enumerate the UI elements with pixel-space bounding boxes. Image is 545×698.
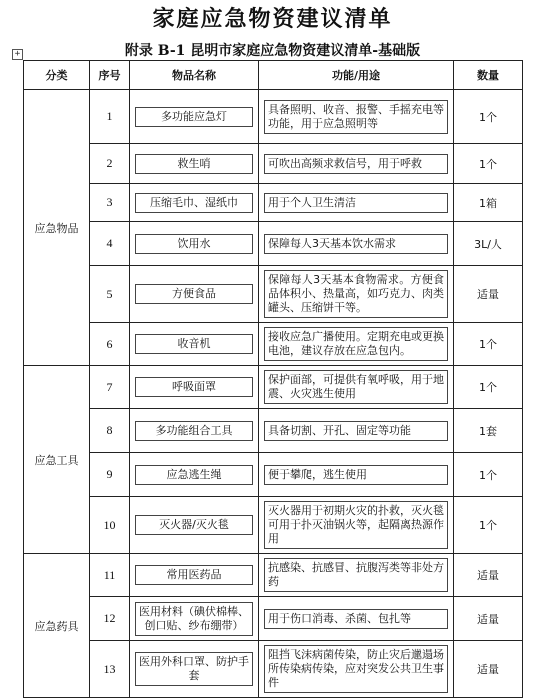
item-name-cell	[130, 144, 259, 184]
item-function: 抗感染、抗感冒、抗腹泻类等非处方药	[264, 558, 448, 592]
item-name-cell	[130, 554, 259, 597]
function-cell	[259, 90, 454, 144]
row-number: 4	[90, 222, 130, 266]
item-name-cell	[130, 597, 259, 641]
item-function: 保障每人3天基本食物需求。方便食品体积小、热量高，如巧克力、肉类罐头、压缩饼干等。	[264, 270, 448, 318]
item-function: 保障每人3天基本饮水需求	[264, 234, 448, 254]
item-function: 保护面部，可提供有氧呼吸，用于地震、火灾逃生使用	[264, 370, 448, 404]
item-name: 医用外科口罩、防护手套	[135, 652, 253, 686]
function-cell	[259, 184, 454, 222]
item-name: 饮用水	[135, 234, 253, 254]
row-number: 11	[90, 554, 130, 597]
item-name: 灭火器/灭火毯	[135, 515, 253, 535]
function-cell	[259, 641, 454, 698]
category-emergency-items: 应急物品	[24, 90, 90, 366]
item-quantity: 适量	[454, 266, 523, 323]
item-quantity: 1箱	[454, 184, 523, 222]
row-number: 10	[90, 497, 130, 554]
header-item-name: 物品名称	[130, 61, 259, 90]
table-expand-icon[interactable]: +	[12, 49, 23, 60]
item-name: 救生哨	[135, 154, 253, 174]
item-name: 常用医药品	[135, 565, 253, 585]
item-quantity: 1个	[454, 453, 523, 497]
item-quantity: 适量	[454, 597, 523, 641]
item-function: 灭火器用于初期火灾的扑救，灭火毯可用于扑灭油锅火等，起隔离热源作用	[264, 501, 448, 549]
item-function: 接收应急广播使用。定期充电或更换电池，建议存放在应急包内。	[264, 327, 448, 361]
item-quantity: 适量	[454, 554, 523, 597]
category-emergency-tools: 应急工具	[24, 366, 90, 554]
item-function: 用于个人卫生清洁	[264, 193, 448, 213]
item-name-cell	[130, 184, 259, 222]
function-cell	[259, 597, 454, 641]
table-row	[24, 90, 523, 144]
table-row	[24, 266, 523, 323]
function-cell	[259, 266, 454, 323]
item-quantity: 3L/人	[454, 222, 523, 266]
function-cell	[259, 323, 454, 366]
item-name-cell	[130, 222, 259, 266]
item-name: 压缩毛巾、湿纸巾	[135, 193, 253, 213]
row-number: 12	[90, 597, 130, 641]
function-cell	[259, 144, 454, 184]
item-quantity: 1个	[454, 497, 523, 554]
table-row	[24, 222, 523, 266]
row-number: 2	[90, 144, 130, 184]
header-quantity: 数量	[454, 61, 523, 90]
item-name: 多功能应急灯	[135, 107, 253, 127]
item-quantity: 1个	[454, 366, 523, 409]
function-cell	[259, 497, 454, 554]
row-number: 7	[90, 366, 130, 409]
item-name-cell	[130, 453, 259, 497]
function-cell	[259, 366, 454, 409]
item-function: 用于伤口消毒、杀菌、包扎等	[264, 609, 448, 629]
item-name: 收音机	[135, 334, 253, 354]
item-name: 应急逃生绳	[135, 465, 253, 485]
item-quantity: 1套	[454, 409, 523, 453]
item-quantity: 1个	[454, 323, 523, 366]
row-number: 1	[90, 90, 130, 144]
header-index: 序号	[90, 61, 130, 90]
item-function: 具备切割、开孔、固定等功能	[264, 421, 448, 441]
document-title: 家庭应急物资建议清单	[152, 7, 393, 32]
table-row	[24, 366, 523, 409]
function-cell	[259, 554, 454, 597]
table-row	[24, 554, 523, 597]
table-row	[24, 497, 523, 554]
item-name-cell	[130, 366, 259, 409]
table-row	[24, 144, 523, 184]
item-function: 便于攀爬，逃生使用	[264, 465, 448, 485]
item-name-cell	[130, 641, 259, 698]
item-function: 可吹出高频求救信号，用于呼救	[264, 154, 448, 174]
item-quantity: 适量	[454, 641, 523, 698]
row-number: 5	[90, 266, 130, 323]
header-function: 功能/用途	[259, 61, 454, 90]
item-quantity: 1个	[454, 144, 523, 184]
supplies-table	[23, 60, 523, 698]
item-name: 多功能组合工具	[135, 421, 253, 441]
table-row	[24, 453, 523, 497]
row-number: 13	[90, 641, 130, 698]
document-subtitle: 附录 B-1 昆明市家庭应急物资建议清单-基础版	[124, 43, 421, 59]
header-category: 分类	[24, 61, 90, 90]
item-name-cell	[130, 266, 259, 323]
table-row	[24, 184, 523, 222]
item-name-cell	[130, 323, 259, 366]
table-header-row	[24, 61, 523, 90]
table-row	[24, 323, 523, 366]
table-row	[24, 597, 523, 641]
item-name: 医用材料（碘伏棉棒、创口贴、纱布绷带）	[135, 602, 253, 636]
row-number: 8	[90, 409, 130, 453]
row-number: 9	[90, 453, 130, 497]
function-cell	[259, 222, 454, 266]
table-row	[24, 409, 523, 453]
item-quantity: 1个	[454, 90, 523, 144]
item-name: 方便食品	[135, 284, 253, 304]
item-name-cell	[130, 409, 259, 453]
category-emergency-medical: 应急药具	[24, 554, 90, 698]
item-function: 阻挡飞沫病菌传染，防止灾后邋遢场所传染病传染，应对突发公共卫生事件	[264, 645, 448, 693]
item-name-cell	[130, 497, 259, 554]
item-name-cell	[130, 90, 259, 144]
row-number: 6	[90, 323, 130, 366]
item-name: 呼吸面罩	[135, 377, 253, 397]
function-cell	[259, 453, 454, 497]
row-number: 3	[90, 184, 130, 222]
item-function: 具备照明、收音、报警、手摇充电等功能，用于应急照明等	[264, 100, 448, 134]
function-cell	[259, 409, 454, 453]
table-row	[24, 641, 523, 698]
